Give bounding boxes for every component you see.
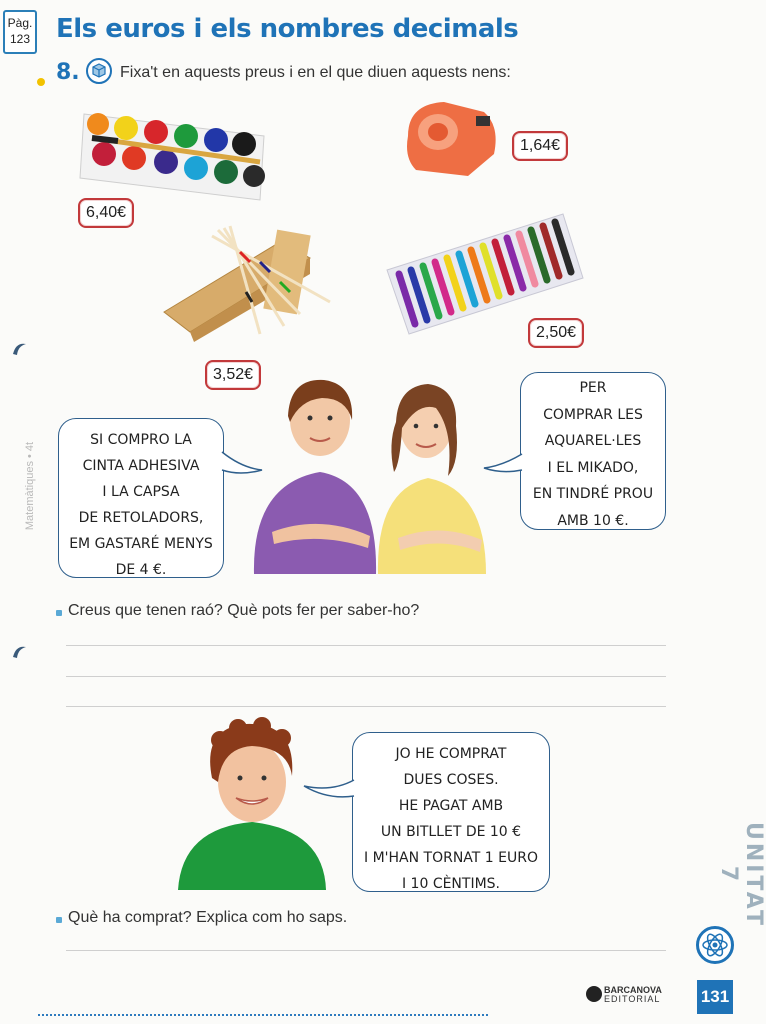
answer-line[interactable] (66, 950, 666, 951)
mikado-box-image (160, 222, 340, 342)
boy-and-girl-image (250, 372, 490, 574)
bubble-line: HE PAGAT AMB (398, 798, 504, 814)
price-tag-markers: 2,50€ (528, 318, 584, 348)
price-tag-tape: 1,64€ (512, 131, 568, 161)
unit-label: UNITAT 7 (716, 821, 766, 929)
speech-bubble-girl (520, 372, 666, 530)
answer-line[interactable] (66, 706, 666, 707)
speech-bubble-boy (58, 418, 224, 578)
answer-line[interactable] (66, 645, 666, 646)
bubble-line: CINTA ADHESIVA (82, 458, 200, 474)
bubble-line: AQUAREL·LES (544, 433, 642, 449)
bubble-line: DE RETOLADORS, (78, 510, 204, 526)
bubble-line: PER (579, 380, 607, 396)
bubble-tail (302, 776, 356, 804)
activity-cube-icon (86, 58, 112, 84)
bottom-dotted-rule (38, 1014, 488, 1016)
page-number: 131 (697, 980, 733, 1014)
bubble-tail (482, 450, 524, 476)
bubble-tail (220, 448, 264, 478)
margin-swirl-icon (10, 643, 28, 661)
watercolor-paints-image (78, 106, 268, 202)
answer-line[interactable] (66, 676, 666, 677)
bubble-line: EM GASTARÉ MENYS (69, 536, 213, 552)
page-ref-number: 123 (9, 32, 31, 46)
side-subject-label: Matemàtiques • 4t (24, 441, 36, 531)
curly-haired-boy-image (176, 718, 328, 890)
decorative-dot (37, 78, 45, 86)
publisher-logo-icon (586, 986, 602, 1002)
bubble-line: COMPRAR LES (543, 406, 643, 423)
exercise-instruction: Fixa't en aquests preus i en el que diuen aquests nens: (120, 64, 511, 81)
speech-bubble-curly-boy (352, 732, 550, 892)
bubble-line: I EL MIKADO, (547, 459, 639, 476)
bubble-line: I 10 CÈNTIMS. (401, 876, 501, 892)
bubble-line: I M'HAN TORNAT 1 EURO (364, 850, 538, 866)
price-tag-paints: 6,40€ (78, 198, 134, 228)
bubble-line: EN TINDRÉ PROU (532, 486, 654, 502)
publisher-line: BARCANOVA (604, 985, 662, 995)
bullet-marker (56, 917, 62, 923)
bubble-line: SI COMPRO LA (90, 432, 192, 448)
page-reference-badge (3, 10, 37, 54)
bubble-line: JO HE COMPRAT (395, 746, 507, 762)
exercise-number: 8. (56, 60, 80, 85)
atom-icon (696, 926, 734, 964)
bubble-line: AMB 10 €. (557, 512, 629, 529)
bubble-line: UN BITLLET DE 10 € (380, 824, 522, 840)
price-tag-mikado: 3,52€ (205, 360, 261, 390)
bubble-line: I LA CAPSA (102, 484, 180, 500)
bullet-marker (56, 610, 62, 616)
publisher-line: EDITORIAL (604, 994, 661, 1004)
markers-case-image (385, 214, 585, 334)
bubble-line: DE 4 €. (115, 562, 167, 578)
question-2: Què ha comprat? Explica com ho saps. (68, 909, 348, 926)
publisher-name (604, 986, 662, 1004)
margin-swirl-icon (10, 340, 28, 358)
question-1: Creus que tenen raó? Què pots fer per saber-ho? (68, 602, 420, 619)
bubble-line: DUES COSES. (403, 772, 499, 788)
tape-dispenser-image (398, 96, 502, 180)
page-ref-label: Pàg. (7, 16, 33, 30)
page-title: Els euros i els nombres decimals (56, 14, 519, 44)
